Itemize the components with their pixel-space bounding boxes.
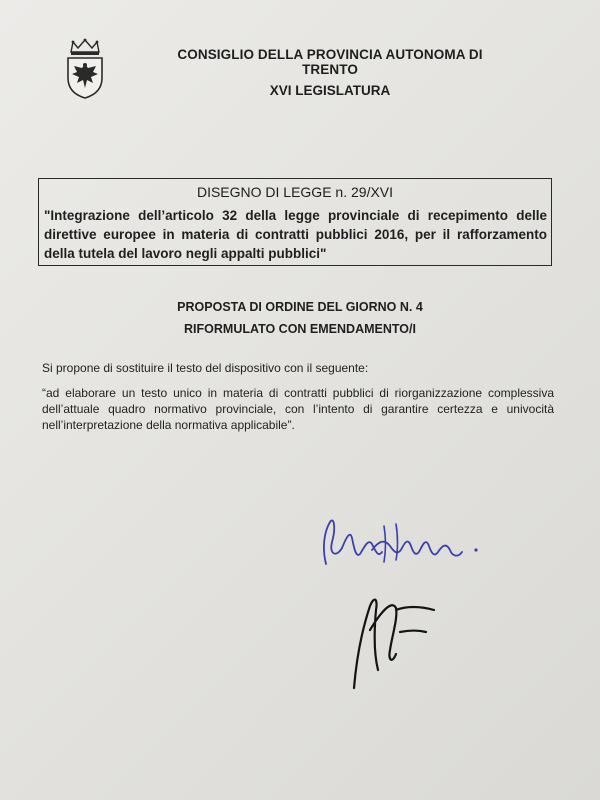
order-of-day-subtitle: RIFORMULATO CON EMENDAMENTO/I [184,322,416,336]
bill-number: DISEGNO DI LEGGE n. 29/XVI [196,184,394,200]
coat-of-arms-icon [64,38,106,100]
document-header [150,47,510,98]
order-of-day-heading [0,300,600,336]
signature-blue [312,508,487,578]
signature-black [330,580,440,692]
proposal-intro: Si propone di sostituire il testo del dispositivo con il seguente: [42,361,369,375]
proposal-quote: “ad elaborare un testo unico in materia di contratti pubblici di riorganizzazione complessiva dell’attuale quadro normativo provinciale, con l’intento di garantire certezza e univocità nell’interpretazione della normativa applicabile”. [42,386,554,432]
bill-title-box [38,178,552,266]
institution-name: CONSIGLIO DELLA PROVINCIA AUTONOMA DI TRENTO [177,47,483,77]
proposal-text [42,361,554,433]
order-of-day-title: PROPOSTA DI ORDINE DEL GIORNO N. 4 [177,300,423,314]
legislature-label: XVI LEGISLATURA [269,83,391,98]
bill-subject: "Integrazione dell’articolo 32 della legge provinciale di recepimento delle direttive europee in materia di contratti pubblici 2016, per il rafforzamento della tutela del lavoro negli appalti pubblici" [44,208,547,261]
